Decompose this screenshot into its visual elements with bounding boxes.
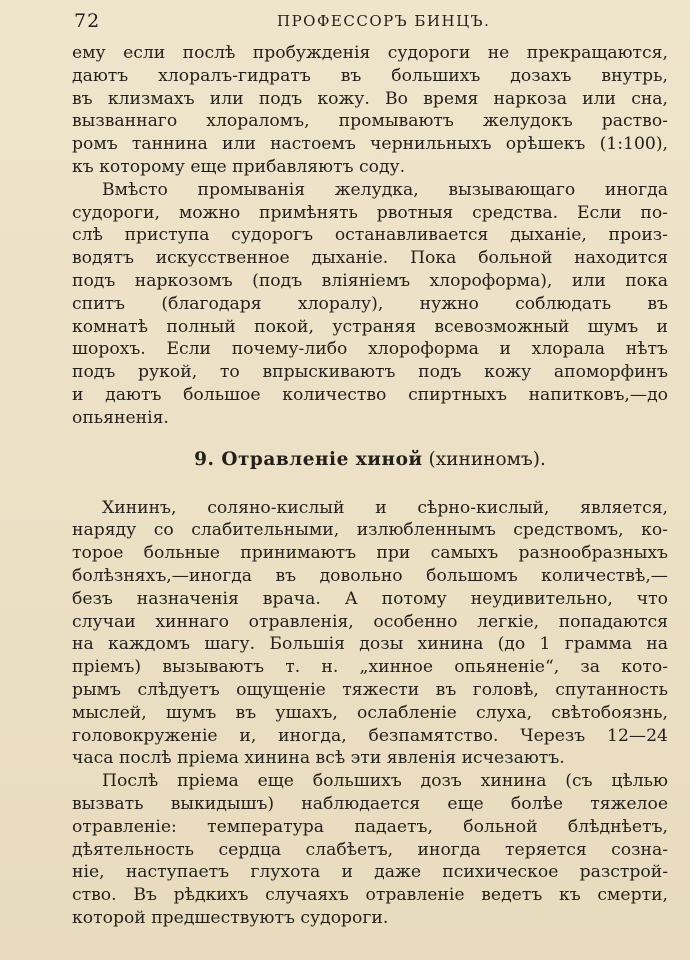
text-line: болѣзняхъ,—иногда въ довольно большомъ количествѣ,— xyxy=(72,565,668,586)
text-line: опьяненія. xyxy=(72,407,169,428)
page-number: 72 xyxy=(74,10,101,32)
text-line: головокруженіе и, иногда, безпамятство. Черезъ 12—24 xyxy=(72,725,668,746)
text-line: ему если послѣ пробужденія судороги не прекращаются, xyxy=(72,43,668,63)
paragraph-quinine xyxy=(72,497,668,771)
text-line: спитъ (благодаря хлоралу), нужно соблюдать въ xyxy=(72,293,668,314)
text-line: Хининъ, соляно-кислый и сѣрно-кислый, является, xyxy=(102,497,668,518)
paragraph-large-doses xyxy=(72,770,668,930)
section-heading xyxy=(72,448,668,472)
section-subtitle: (хининомъ). xyxy=(428,448,546,470)
running-title: ПРОФЕССОРЪ БИНЦЪ. xyxy=(277,12,491,30)
section-title: 9. Отравленіе хиной xyxy=(194,448,423,470)
text-line: случаи хиннаго отравленія, особенно легкіе, попадаются xyxy=(72,611,668,632)
text-line: водятъ искусственное дыханіе. Пока больной находится xyxy=(72,248,668,269)
paragraph-continuation xyxy=(72,42,668,179)
text-line: шорохъ. Если почему-либо хлороформа и хлорала нѣтъ xyxy=(72,339,668,360)
text-line: торое больные принимаютъ при самыхъ разнообразныхъ xyxy=(72,543,668,564)
text-line: слѣ приступа судорогъ останавливается дыханіе, произ- xyxy=(72,225,668,246)
text-line: и даютъ большое количество спиртныхъ напитковъ,—до xyxy=(72,384,668,405)
text-line: къ которому еще прибавляютъ соду. xyxy=(72,156,406,177)
page-header xyxy=(72,6,666,42)
text-line: подъ наркозомъ (подъ вліяніемъ хлороформа), или пока xyxy=(72,270,668,291)
text-line: ство. Въ рѣдкихъ случаяхъ отравленіе ведетъ къ смерти, xyxy=(72,885,668,906)
text-line: мыслей, шумъ въ ушахъ, ослабленіе слуха, свѣтобоязнь, xyxy=(72,702,668,723)
text-line: безъ назначенія врача. А потому неудивительно, что xyxy=(72,588,668,609)
text-line: вызвать выкидышъ) наблюдается еще болѣе тяжелое xyxy=(72,793,668,814)
text-line: ніе, наступаетъ глухота и даже психическое разстрой- xyxy=(72,862,668,883)
text-line: на каждомъ шагу. Большія дозы хинина (до 1 грамма на xyxy=(72,634,668,655)
text-line: пріемъ) вызываютъ т. н. „хинное опьяненіе“, за кото- xyxy=(72,657,668,678)
paragraph-stomach-lavage xyxy=(72,179,668,430)
text-line: отравленіе: температура падаетъ, больной блѣднѣетъ, xyxy=(72,816,668,837)
text-line: часа послѣ пріема хинина всѣ эти явленія исчезаютъ. xyxy=(72,748,565,769)
text-line: рымъ слѣдуетъ ощущеніе тяжести въ головѣ, спутанность xyxy=(72,679,668,700)
text-line: даютъ хлоралъ-гидратъ въ большихъ дозахъ внутрь, xyxy=(72,65,668,86)
text-line: судороги, можно примѣнять рвотныя средства. Если по- xyxy=(72,202,668,223)
text-line: Вмѣсто промыванія желудка, вызывающаго иногда xyxy=(102,179,668,200)
text-line: подъ рукой, то впрыскиваютъ подъ кожу апоморфинъ xyxy=(72,362,668,383)
text-line: комнатѣ полный покой, устраняя всевозможный шумъ и xyxy=(72,316,668,337)
text-line: Послѣ пріема еще большихъ дозъ хинина (съ цѣлью xyxy=(102,771,668,792)
text-line: которой предшествуютъ судороги. xyxy=(72,907,389,928)
text-line: въ клизмахъ или подъ кожу. Во время наркоза или сна, xyxy=(72,88,668,109)
text-line: дѣятельность сердца слабѣетъ, иногда теряется созна- xyxy=(72,839,668,860)
text-line: наряду со слабительными, излюбленнымъ средствомъ, ко- xyxy=(72,520,668,541)
text-line: ромъ таннина или настоемъ чернильныхъ орѣшекъ (1:100), xyxy=(72,134,668,155)
text-line: вызваннаго хлораломъ, промываютъ желудокъ раство- xyxy=(72,111,668,132)
